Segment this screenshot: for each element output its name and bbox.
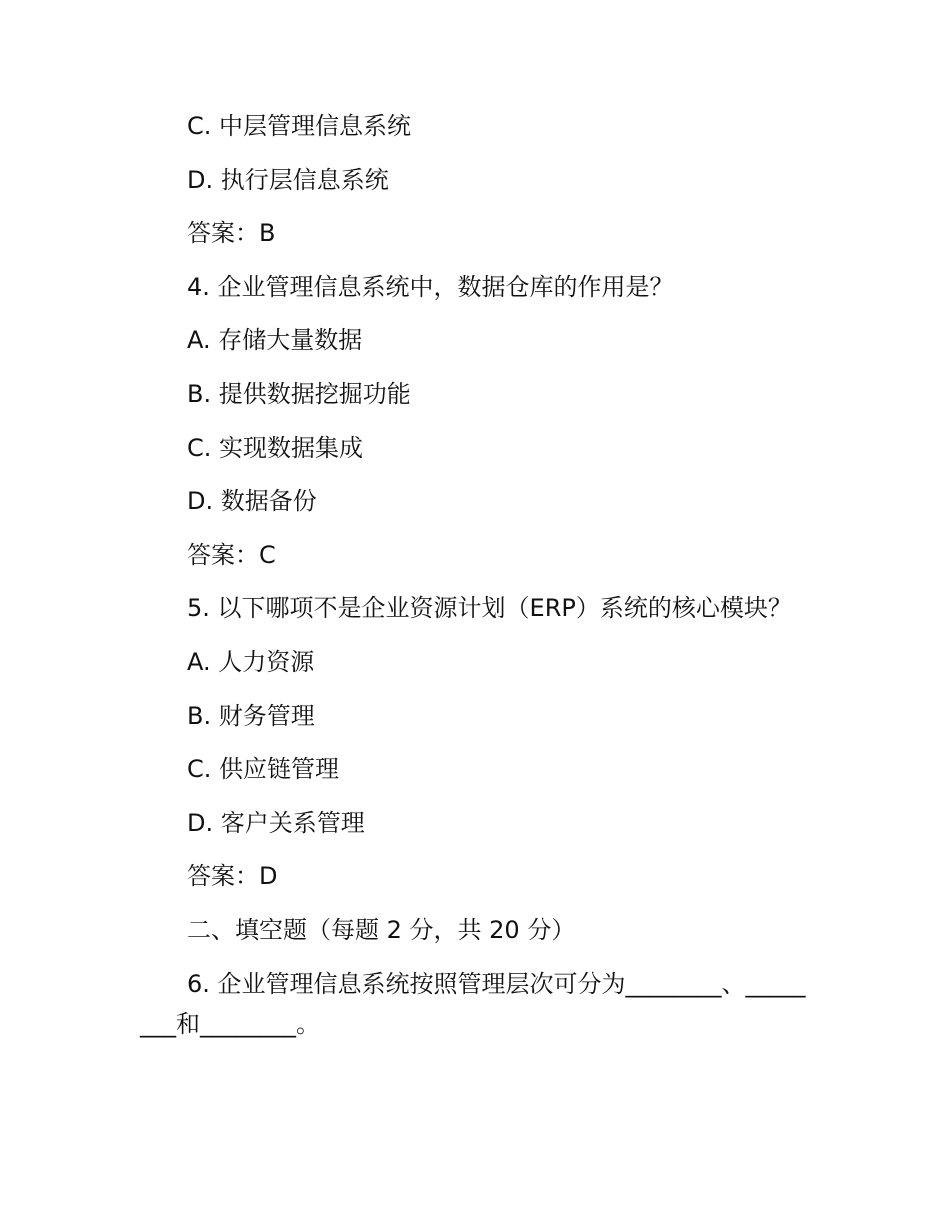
question-6-fill-in: 6. 企业管理信息系统按照管理层次可分为________、________和________。 [140,969,806,1038]
option-c-q3: C. 中层管理信息系统 [187,112,412,140]
option-b-q4: B. 提供数据挖掘功能 [187,379,411,408]
question-4: 4. 企业管理信息系统中，数据仓库的作用是？ [187,272,674,301]
option-d-q3: D. 执行层信息系统 [187,165,389,194]
question-5: 5. 以下哪项不是企业资源计划（ERP）系统的核心模块？ [187,594,792,623]
option-d-q4: D. 数据备份 [187,487,317,516]
answer-q4: 答案：C [187,540,276,569]
section-heading-fill-in: 二、填空题（每题 2 分，共 20 分） [187,915,576,944]
option-c-q4: C. 实现数据集成 [187,433,364,462]
option-d-q5: D. 客户关系管理 [187,808,365,837]
option-a-q4: A. 存储大量数据 [187,326,363,355]
option-c-q5: C. 供应链管理 [187,755,340,784]
option-a-q5: A. 人力资源 [187,647,315,676]
answer-q3: 答案：B [187,219,276,248]
option-b-q5: B. 财务管理 [187,701,315,730]
answer-q5: 答案：D [187,862,278,891]
